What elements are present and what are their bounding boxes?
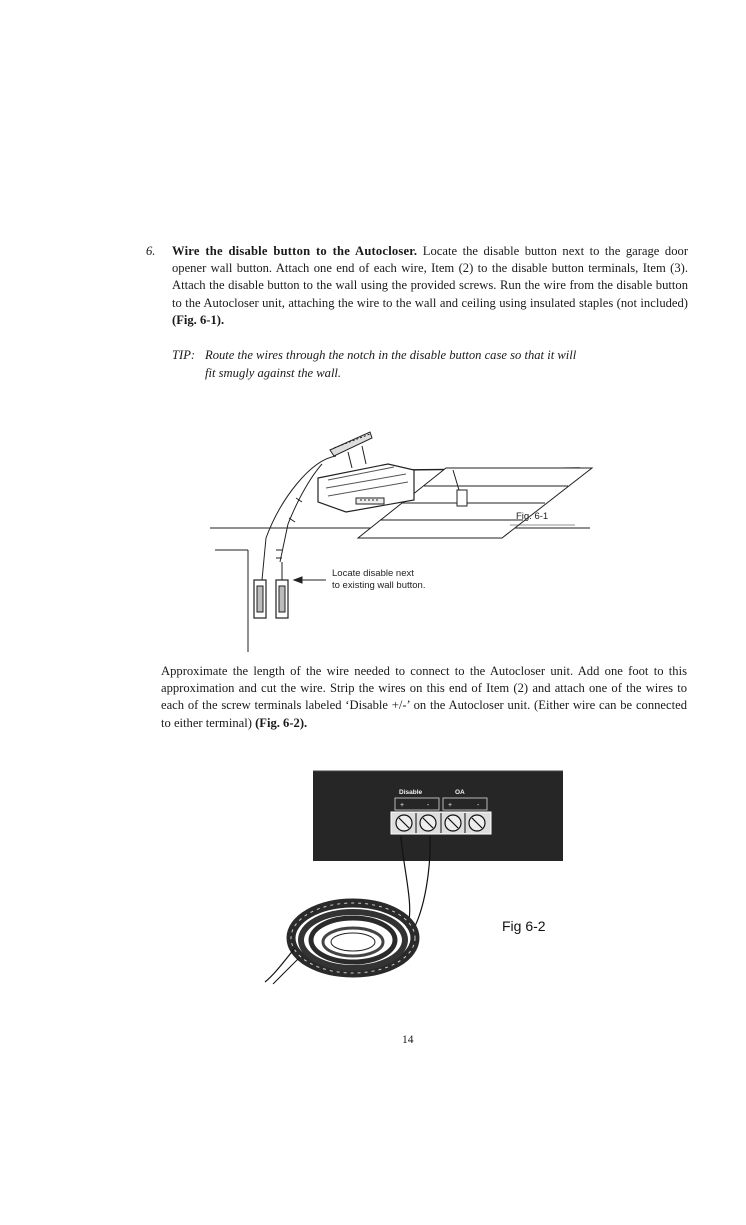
- wiring-paragraph: [161, 663, 687, 732]
- callout-line-2: to existing wall button.: [332, 580, 426, 591]
- paragraph-body: Approximate the length of the wire needed to connect to the Autocloser unit. Add one foot to this approximation and cut the wire. Strip the wires on this end of Item (2) and attach one of the wires to each of the screw terminals labeled ‘Disable +/-’ on the Autocloser unit. (Either wire can be connected to either terminal): [161, 664, 687, 730]
- figure-6-1-illustration: [210, 420, 620, 660]
- polarity-1: +: [400, 802, 405, 809]
- tip-label: TIP:: [172, 348, 196, 362]
- terminal-label-disable: Disable: [399, 789, 423, 796]
- tip-note: [172, 346, 692, 382]
- step-text: [172, 243, 688, 329]
- figure-6-2-label: Fig 6-2: [502, 918, 546, 934]
- paragraph-figure-ref: (Fig. 6-2).: [255, 715, 308, 730]
- tip-line-2: fit smugly against the wall.: [205, 366, 342, 380]
- polarity-4: -: [477, 802, 480, 809]
- page-number: 14: [402, 1034, 414, 1046]
- step-body: Locate the disable button next to the garage door opener wall button. Attach one end of each wire, Item (2) to the disable button terminals, Item (3). Attach the disable button to the wall using the provided screws. Run the wire from the disable button to the Autocloser unit, attaching the wire to the wall and ceiling using insulated staples (not included): [172, 244, 689, 310]
- polarity-2: -: [427, 802, 430, 809]
- terminal-label-oa: OA: [455, 789, 465, 796]
- callout-text: [332, 568, 512, 592]
- figure-6-2-photo: [255, 768, 567, 990]
- step-number: 6.: [146, 244, 156, 258]
- callout-line-1: Locate disable next: [332, 568, 414, 579]
- step-6: [146, 243, 688, 329]
- step-lead: Wire the disable button to the Autocloser.: [172, 244, 418, 258]
- polarity-3: +: [448, 802, 453, 809]
- step-figure-ref: (Fig. 6-1).: [172, 312, 225, 327]
- tip-line-1: Route the wires through the notch in the disable button case so that it will: [205, 348, 577, 362]
- wire-coil: [291, 903, 415, 973]
- figure-6-1-label: Fig. 6-1: [516, 511, 549, 522]
